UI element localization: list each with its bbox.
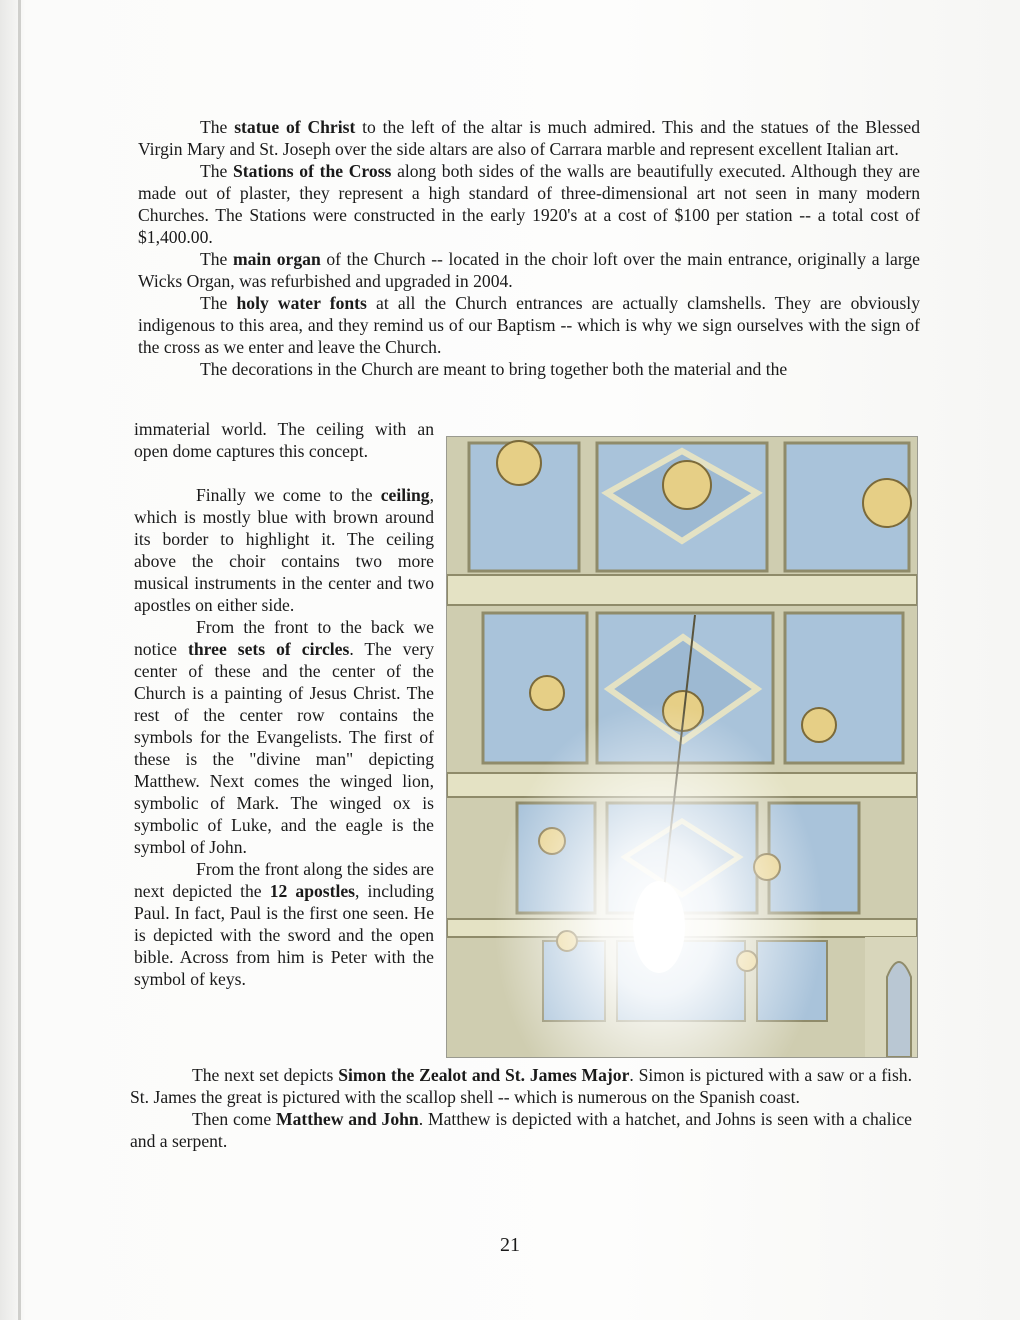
- ceiling-illustration: [447, 437, 917, 1057]
- paragraph-statue: The statue of Christ to the left of the altar is much admired. This and the statues of the Blessed Virgin Mary and St. Joseph over the side altars are also of Carrara marble and represent excellent Italian art.: [138, 117, 920, 159]
- paragraph-ceiling: Finally we come to the ceiling, which is mostly blue with brown around its border to highlight it. The ceiling above the choir contains two more musical instruments in the center and two apostles on either side.: [134, 485, 434, 615]
- chandelier-glow: [447, 437, 917, 1057]
- article-left-column: [134, 418, 434, 990]
- chandelier-lamp: [633, 881, 685, 973]
- paragraph-fonts: The holy water fonts at all the Church entrances are actually clamshells. They are obviously indigenous to this area, and they remind us of our Baptism -- which is why we sign ourselves with the sign of the cross as we enter and leave the Church.: [138, 293, 920, 357]
- paragraph-decorations-line1: The decorations in the Church are meant to bring together both the material and the: [200, 359, 788, 379]
- paragraph-circles: From the front to the back we notice three sets of circles. The very center of these and the center of the Church is a painting of Jesus Christ. The rest of the center row contains the symbols for the Evangelists. The first of these is the "divine man" depicting Matthew. Next comes the winged lion, symbolic of Mark. The winged ox is symbolic of Luke, and the eagle is the symbol of John.: [134, 617, 435, 857]
- page-number: 21: [500, 1234, 520, 1256]
- binding-edge: [18, 0, 21, 1320]
- paragraph-matthew-john: Then come Matthew and John. Matthew is depicted with a hatchet, and Johns is seen with a chalice and a serpent.: [130, 1109, 912, 1151]
- paragraph-decorations-rest: immaterial world. The ceiling with an open dome captures this concept.: [134, 419, 434, 461]
- paragraph-simon-james: The next set depicts Simon the Zealot and St. James Major. Simon is pictured with a saw or a fish. St. James the great is pictured with the scallop shell -- which is numerous on the Spanish coast.: [130, 1065, 912, 1107]
- paragraph-organ: The main organ of the Church -- located in the choir loft over the main entrance, originally a large Wicks Organ, was refurbished and upgraded in 2004.: [138, 249, 920, 291]
- ceiling-photo: [446, 436, 918, 1058]
- article-top: [138, 116, 920, 380]
- article-bottom: [130, 1064, 912, 1152]
- paragraph-stations: The Stations of the Cross along both sides of the walls are beautifully executed. Although they are made out of plaster, they represent a high standard of three-dimensional art not seen in many modern Churches. The Stations were constructed in the early 1920's at a cost of $100 per station -- a total cost of $1,400.00.: [138, 161, 920, 247]
- paragraph-apostles: From the front along the sides are next depicted the 12 apostles, including Paul. In fact, Paul is the first one seen. He is depicted with the sword and the open bible. Across from him is Peter with the symbol of keys.: [134, 859, 434, 989]
